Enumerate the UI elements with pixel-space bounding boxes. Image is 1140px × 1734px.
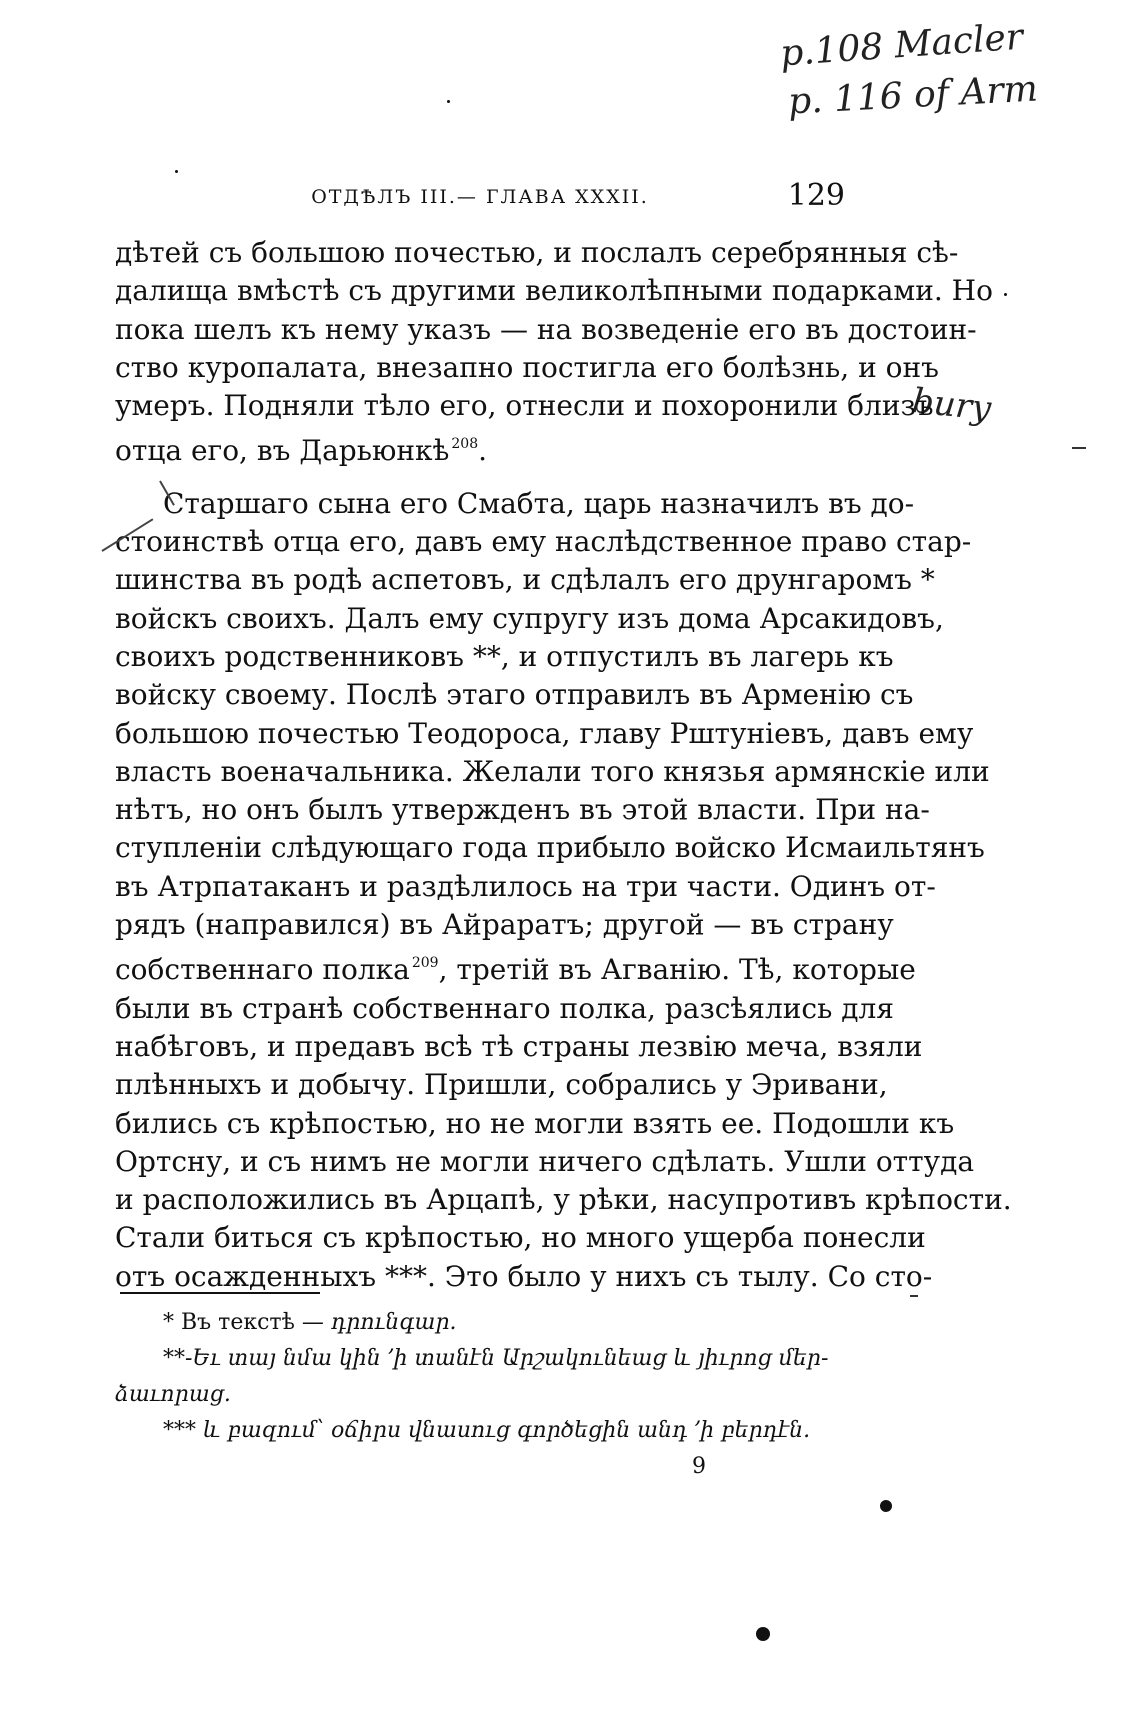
ink-speck: [880, 1500, 892, 1512]
text-line: ство куропалата, внезапно постигла его болѣзнь, и онъ: [115, 350, 939, 384]
footnote-armenian: և բազում՝ օճիրս վնասուց գործեցին անդ ՚ի բերդէն.: [203, 1418, 811, 1443]
footnote-ref-209: 209: [411, 955, 439, 972]
text-line: въ Атрпатаканъ и раздѣлилось на три части. Одинъ от-: [115, 869, 936, 903]
text-line: Старшаго сына его Смабта, царь назначилъ въ до-: [163, 486, 915, 520]
text-line: войскъ своихъ. Далъ ему супругу изъ дома Арсакидовъ,: [115, 601, 944, 635]
footnote-text: Въ текстѣ —: [181, 1310, 324, 1335]
text-line: шинства въ родѣ аспетовъ, и сдѣлалъ его друнгаромъ *: [115, 563, 935, 597]
footnote-2: [115, 1341, 845, 1377]
text-line: умеръ. Подняли тѣло его, отнесли и похоронили близъ: [115, 389, 934, 423]
text-line: плѣнныхъ и добычу. Пришли, собрались у Эривани,: [115, 1068, 888, 1102]
page-number: 129: [787, 178, 845, 213]
text-line: пока шелъ къ нему указъ — на возведеніе его въ достоин-: [115, 312, 977, 346]
ink-speck: [447, 100, 450, 103]
text-line: большою почестью Теодороса, главу Рштуніевъ, давъ ему: [115, 716, 974, 750]
text-line: стоинствѣ отца его, давъ ему наслѣдственное право стар-: [115, 525, 972, 559]
text-line: [115, 425, 845, 470]
handwritten-margin-note: bury: [910, 380, 993, 430]
text-line: ступленіи слѣдующаго года прибыло войско Исмаильтянъ: [115, 831, 985, 865]
text-fragment: собственнаго полка: [115, 953, 410, 987]
footnote-mark: **: [163, 1346, 185, 1371]
footnote-2-continued: [115, 1377, 845, 1413]
footnote-mark: ***: [163, 1418, 196, 1443]
text-line: рядъ (направился) въ Айраратъ; другой — въ страну: [115, 908, 894, 942]
signature-mark: 9: [692, 1454, 706, 1479]
footnote-armenian: դրունգար.: [330, 1310, 457, 1335]
text-line: власть военачальника. Желали того князья армянскіе или: [115, 754, 990, 788]
text-fragment: , третій въ Агванію. Тѣ, которые: [438, 953, 916, 987]
text-line: далища вмѣстѣ съ другими великолѣпными подарками. Но: [115, 274, 993, 308]
footnote-armenian: ձաւորաց.: [115, 1382, 231, 1407]
text-line: отъ осажденныхъ ***. Это было у нихъ съ тылу. Со сто-: [115, 1259, 933, 1293]
footnote-mark: *: [163, 1310, 174, 1335]
footnote-ref-208: 208: [451, 436, 479, 453]
text-line: [115, 944, 916, 989]
running-head: [115, 172, 845, 212]
text-line: Ортсну, и съ нимъ не могли ничего сдѣлать. Ушли оттуда: [115, 1144, 975, 1178]
footnote-3: [115, 1413, 845, 1449]
footnote-rule: [120, 1292, 320, 1294]
text-fragment: отца его, въ Дарьюнкѣ: [115, 434, 450, 468]
text-line: своихъ родственниковъ **, и отпустилъ въ лагерь къ: [115, 639, 894, 673]
text-line: и расположились въ Арцапѣ, у рѣки, насупротивъ крѣпости.: [115, 1183, 1012, 1217]
text-line: дѣтей съ большою почестью, и послалъ серебрянныя сѣ-: [115, 236, 959, 269]
footnote-1: [115, 1305, 845, 1341]
text-line: нѣтъ, но онъ былъ утвержденъ въ этой власти. При на-: [115, 793, 930, 827]
text-line: набѣговъ, и предавъ всѣ тѣ страны лезвію меча, взяли: [115, 1029, 923, 1063]
text-line: войску своему. Послѣ этаго отправилъ въ Арменію съ: [115, 678, 914, 712]
ink-speck: [175, 170, 178, 173]
ink-speck: [756, 1627, 770, 1641]
ink-speck: [1004, 293, 1007, 296]
footnotes: [115, 1305, 845, 1449]
text-line: бились съ крѣпостью, но не могли взять ее. Подошли къ: [115, 1106, 955, 1140]
text-line: были въ странѣ собственнаго полка, разсѣялись для: [115, 991, 894, 1025]
handwritten-note-1: p.108 Macler: [778, 16, 1025, 75]
margin-dash: [910, 1295, 918, 1297]
text-fragment: .: [478, 434, 488, 468]
margin-dash: [1072, 447, 1086, 449]
running-head-title: ОТДѢЛЪ III.— ГЛАВА XXXII.: [311, 186, 649, 208]
text-line: Стали биться съ крѣпостью, но много ущерба понесли: [115, 1221, 926, 1255]
handwritten-note-2: p. 116 of Arm: [787, 68, 1039, 123]
footnote-armenian: -Եւ տայ նմա կին ՚ի տանէն Արշակունեաց և յիւրոց մեր-: [185, 1346, 829, 1371]
